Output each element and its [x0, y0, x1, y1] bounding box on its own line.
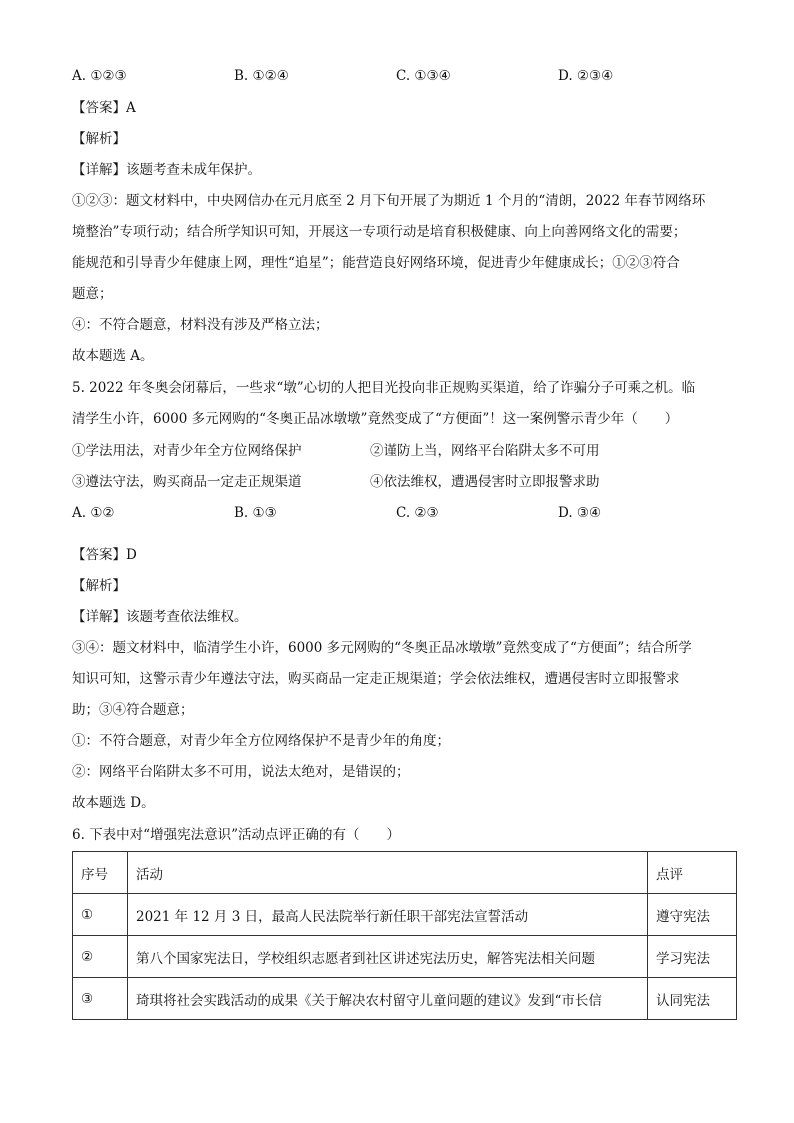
row-index: ② [73, 936, 128, 978]
q5-para-3: 助；③④符合题意； [72, 702, 194, 718]
q6-table [72, 851, 737, 1020]
q5-items-row-1 [72, 441, 600, 461]
q5-stem-2: 清学生小许，6000 多元网购的“冬奥正品冰墩墩”竟然变成了“方便面”！这一案例警示青少年（ ） [72, 411, 679, 427]
option-a: A. ①②③ [72, 68, 127, 84]
q5-para-4: ①：不符合题意，对青少年全方位网络保护不是青少年的角度； [72, 733, 450, 749]
q4-para-4: 题意； [72, 286, 113, 302]
q4-conclusion: 故本题选 A。 [72, 348, 154, 364]
q4-para-2: 境整治”专项行动；结合所学知识可知，开展这一专项行动是培育积极健康、向上向善网络文化的需要； [72, 224, 687, 240]
option-d: D. ③④ [558, 505, 602, 521]
table-row [73, 894, 737, 936]
q5-item-3: ③遵法守法，购买商品一定走正规渠道 [72, 474, 302, 490]
q5-para-1: ③④：题文材料中，临清学生小许，6000 多元网购的“冬奥正品冰墩墩”竟然变成了“方便面”；结合所学 [72, 640, 692, 656]
header-comment: 点评 [648, 852, 737, 894]
header-activity: 活动 [128, 852, 648, 894]
q4-para-5: ④：不符合题意，材料没有涉及严格立法； [72, 317, 329, 333]
q4-para-1: ①②③：题文材料中，中央网信办在元月底至 2 月下旬开展了为期近 1 个月的“清朗，2022 年春节网络环 [72, 193, 706, 209]
row-activity: 第八个国家宪法日，学校组织志愿者到社区讲述宪法历史，解答宪法相关问题 [128, 936, 648, 978]
row-index: ① [73, 894, 128, 936]
option-b: B. ①③ [234, 505, 277, 521]
q4-analysis: 【解析】 [72, 131, 126, 147]
option-c: C. ②③ [396, 505, 439, 521]
row-comment: 认同宪法 [648, 978, 737, 1020]
q5-stem-1: 5. 2022 年冬奥会闭幕后，一些求“墩”心切的人把目光投向非正规购买渠道，给了诈骗分子可乘之机。临 [72, 380, 696, 396]
q5-detail: 【详解】该题考查依法维权。 [72, 609, 248, 625]
q5-options [72, 503, 722, 523]
q5-item-4: ④依法维权，遭遇侵害时立即报警求助 [370, 474, 600, 490]
q5-para-5: ②：网络平台陷阱太多不可用，说法太绝对，是错误的； [72, 764, 410, 780]
q5-answer: 【答案】D [72, 547, 137, 563]
row-comment: 遵守宪法 [648, 894, 737, 936]
q4-detail: 【详解】该题考查未成年保护。 [72, 162, 261, 178]
q5-conclusion: 故本题选 D。 [72, 795, 155, 811]
row-activity: 琦琪将社会实践活动的成果《关于解决农村留守儿童问题的建议》发到“市长信 [128, 978, 648, 1020]
row-index: ③ [73, 978, 128, 1020]
option-c: C. ①③④ [396, 68, 451, 84]
header-index: 序号 [73, 852, 128, 894]
q4-options [72, 66, 722, 86]
q5-analysis: 【解析】 [72, 578, 126, 594]
row-comment: 学习宪法 [648, 936, 737, 978]
table-header-row [73, 852, 737, 894]
q6-stem: 6. 下表中对“增强宪法意识”活动点评正确的有（ ） [72, 827, 400, 843]
q5-items-row-2 [72, 472, 600, 492]
table-row [73, 978, 737, 1020]
option-a: A. ①② [72, 505, 115, 521]
option-d: D. ②③④ [558, 68, 614, 84]
q4-answer: 【答案】A [72, 100, 136, 116]
q5-item-1: ①学法用法，对青少年全方位网络保护 [72, 443, 302, 459]
q5-item-2: ②谨防上当，网络平台陷阱太多不可用 [370, 443, 600, 459]
table-row [73, 936, 737, 978]
row-activity: 2021 年 12 月 3 日，最高人民法院举行新任职干部宪法宣誓活动 [128, 894, 648, 936]
q5-para-2: 知识可知，这警示青少年遵法守法，购买商品一定走正规渠道；学会依法维权，遭遇侵害时立即报警求 [72, 671, 680, 687]
q4-para-3: 能规范和引导青少年健康上网，理性“追星”；能营造良好网络环境，促进青少年健康成长；①②③符合 [72, 255, 680, 271]
option-b: B. ①②④ [234, 68, 289, 84]
